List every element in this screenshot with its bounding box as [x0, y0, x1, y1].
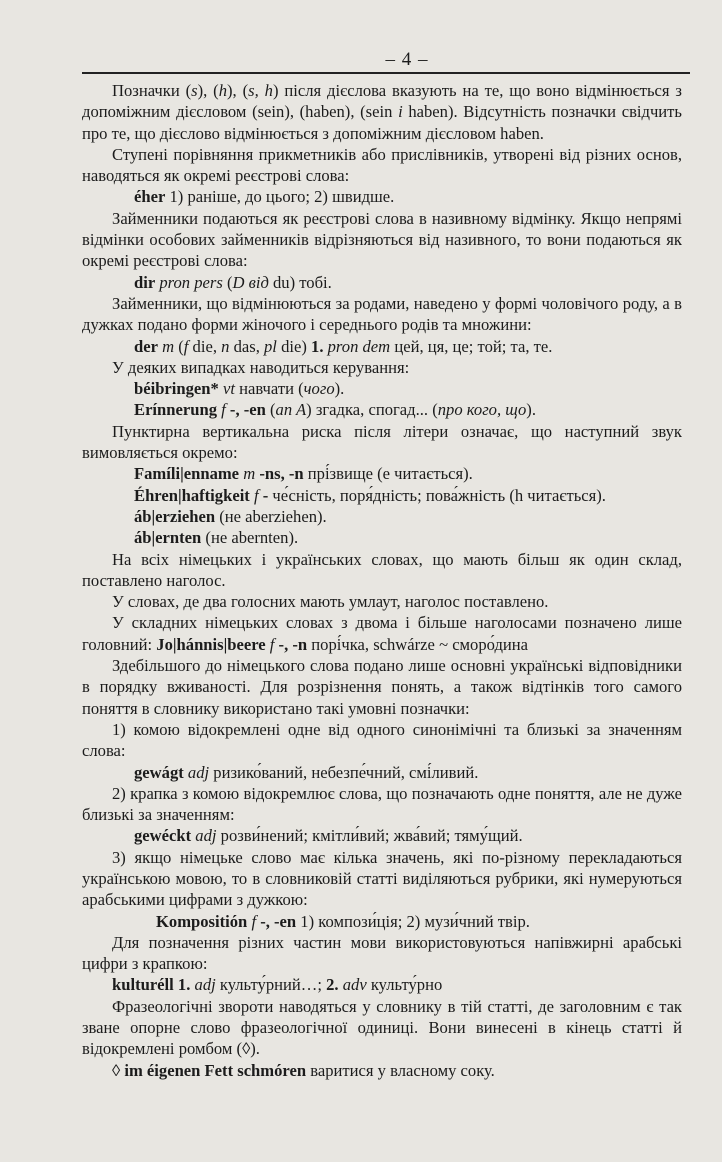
- example-fett: ◊ im éigenen Fett schmóren варитися у власному соку.: [112, 1060, 495, 1080]
- example-abernten: áb|ernten (не abernten).: [134, 528, 299, 548]
- example-familienname: Famíli|enname m -ns, -n прі́звище (e читається).: [134, 464, 473, 484]
- example-eher: éher 1) раніше, до цього; 2) швидше.: [134, 187, 395, 207]
- example-erinnerung: Erínnerung f -, -en (an A) згадка, спогад... (про кого, що).: [134, 400, 536, 420]
- header-rule: [82, 72, 690, 74]
- paragraph-compound-words: У складних німецьких словах з двома і більше наголосами позначено лише головний: Jo|hánnis|beere f -, -n порі́чка, schwárze ~ сморо́дина: [82, 613, 682, 654]
- page-number: – 4 –: [385, 49, 429, 70]
- paragraph-comparison: Ступені порівняння прикметників або прислівників, утворені від різних основ, наводяться як окремі реєстрові слова:: [82, 144, 682, 186]
- paragraph-government: У деяких випадках наводиться керування:: [112, 357, 410, 377]
- paragraph-numbered-meanings: 3) якщо німецьке слово має кілька значень, які по-різному перекладаються українською мовою, то в словниковій статті виділяються рубрики, які нумеруються арабськими цифрами з дужкою:: [82, 847, 682, 910]
- paragraph-comma-rule: 1) комою відокремлені одне від одного синонімічні та близькі за значенням слова:: [82, 719, 682, 761]
- example-kulturell: kulturéll 1. adj культу́рний…; 2. adv культу́рно: [112, 975, 443, 995]
- example-dir: dir pron pers (D від du) тобі.: [134, 272, 332, 292]
- paragraph-pronouns: Займенники подаються як реєстрові слова в називному відмінку. Якщо непрямі відмінки особових займенників відрізняються від називного, то вони подаються як окремі реєстрові слова:: [82, 208, 682, 271]
- paragraph-auxiliary-markers: Позначки (s), (h), (s, h) після дієслова вказують на те, що воно відмінюється з допоміжним дієсловом (sein), (haben), (sein i haben). Відсутність позначки свідчить про те, що дієслово відмінюється з допоміжним дієсловом haben.: [82, 81, 683, 143]
- example-komposition: Kompositión f -, -en 1) компози́ція; 2) музи́чний твір.: [156, 911, 530, 931]
- page-content: [82, 80, 682, 1081]
- paragraph-gender-pronouns: Займенники, що відмінюються за родами, наведено у формі чоловічого роду, а в дужках подано форми жіночого і середнього родів та множини:: [82, 293, 682, 335]
- paragraph-stress: На всіх німецьких і українських словах, що мають більш як один склад, поставлено наголос.: [82, 549, 682, 590]
- paragraph-equivalents: Здебільшого до німецького слова подано лише основні українські відповідники в порядку вживаності. Для розрізнення понять, а також відтінків того самого поняття в словнику використано такі умовні позначки:: [82, 656, 682, 718]
- example-der: der m (f die, n das, pl die) 1. pron dem цей, ця, це; той; та, те.: [134, 336, 553, 356]
- example-geweckt: gewéckt adj розви́нений; кмітли́вий; жва́вий; тяму́щий.: [134, 826, 523, 846]
- example-beibringen: béibringen* vt навчати (чого).: [134, 379, 345, 399]
- paragraph-semicolon-rule: 2) крапка з комою відокремлює слова, що позначають одне поняття, але не дуже близькі за значенням:: [82, 783, 682, 825]
- paragraph-parts-of-speech: Для позначення різних частин мови використовуються напівжирні арабські цифри з крапкою:: [82, 932, 682, 974]
- example-gewagt: gewágt adj ризико́ваний, небезпе́чний, смі́ливий.: [134, 762, 479, 782]
- example-aberziehen: áb|erziehen (не aberziehen).: [134, 506, 327, 526]
- paragraph-umlaut: У словах, де два голосних мають умлаут, наголос поставлено.: [112, 592, 549, 612]
- paragraph-phraseology: Фразеологічні звороти наводяться у словнику в тій статті, де заголовним є так зване опорне слово фразеологічної одиниці. Вони винесені в кінець статті й відокремлені ромбом (◊).: [82, 996, 682, 1059]
- paragraph-vertical-bar: Пунктирна вертикальна риска після літери означає, що наступний звук вимовляється окремо:: [82, 421, 682, 463]
- example-ehrenhaftigkeit: Éhren|haftigkeit f - че́сність, поря́дність; пова́жність (h читається).: [134, 485, 606, 505]
